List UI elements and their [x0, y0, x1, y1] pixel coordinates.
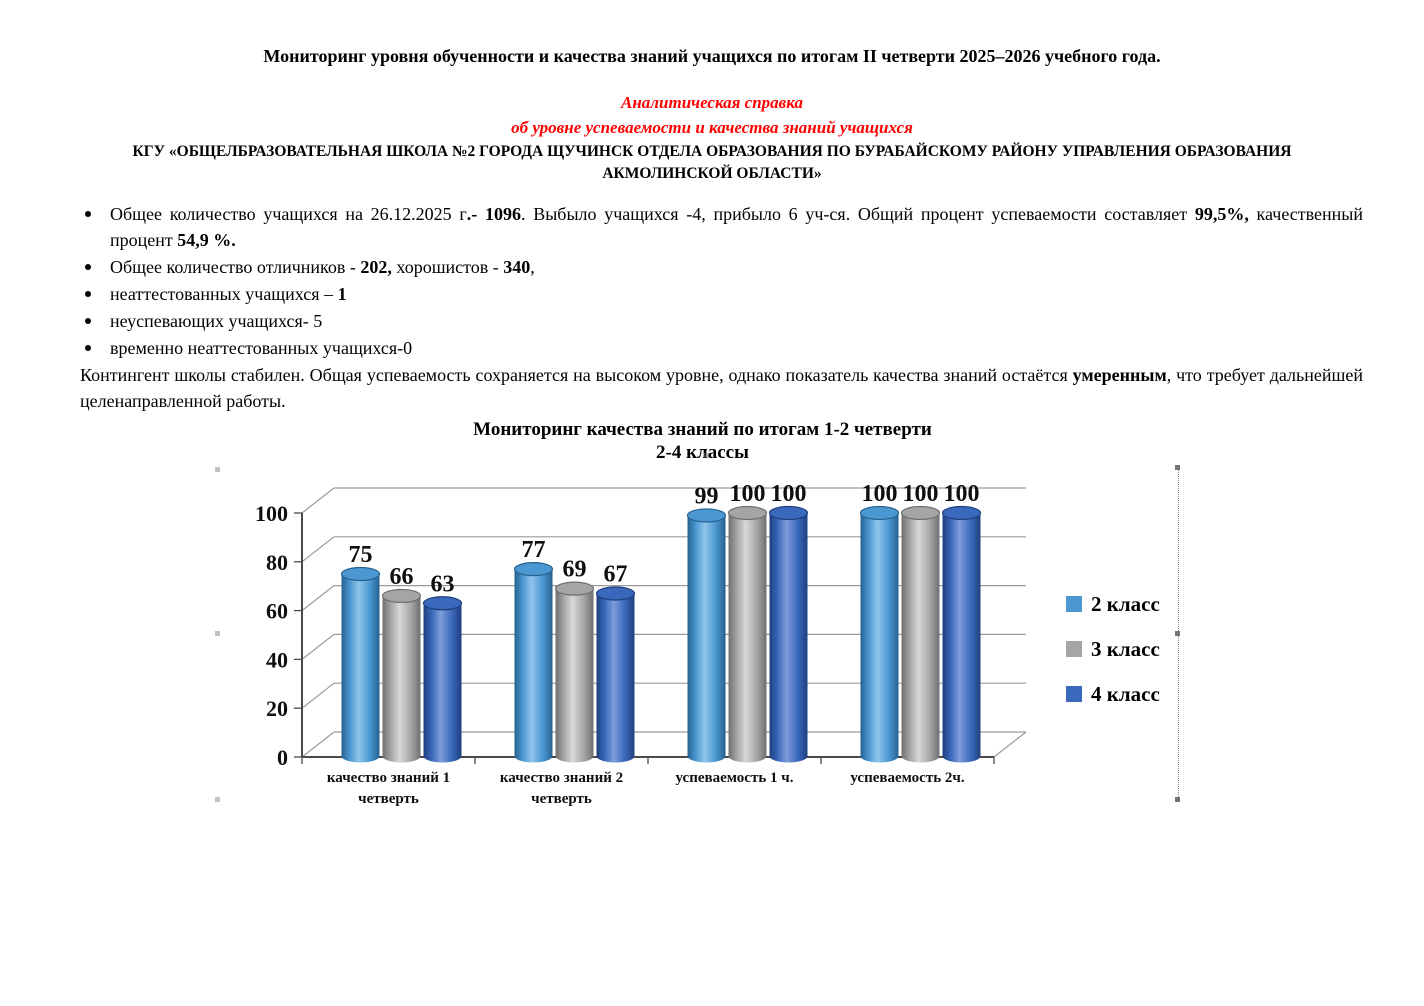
subtitle-block — [0, 90, 1424, 140]
chart-object[interactable] — [210, 455, 1195, 815]
chart-subtitle: 2-4 классы — [656, 442, 749, 463]
svg-text:успеваемость 1 ч.: успеваемость 1 ч. — [675, 770, 794, 786]
list-item-failing: неуспевающих учащихся- 5 — [110, 308, 1363, 334]
org-name-line-1: КГУ «ОБЩЕЛБРАЗОВАТЕЛЬНАЯ ШКОЛА №2 ГОРОДА ЩУЧИНСК ОТДЕЛА ОБРАЗОВАНИЯ ПО БУРАБАЙСКОМУ РАЙОНУ УПРАВЛЕНИЯ ОБРАЗОВАНИЯ — [132, 143, 1292, 160]
svg-text:100: 100 — [770, 481, 807, 507]
svg-text:0: 0 — [277, 745, 288, 770]
list-item-excellent-students: Общее количество отличников - 202, хорошистов - 340, — [110, 254, 1363, 280]
svg-text:100: 100 — [255, 501, 288, 526]
svg-text:75: 75 — [348, 542, 373, 568]
org-name-line-2: АКМОЛИНСКОЙ ОБЛАСТИ» — [602, 165, 822, 182]
svg-text:67: 67 — [603, 561, 628, 588]
chart-title: Мониторинг качества знаний по итогам 1-2 четверти — [473, 419, 932, 440]
org-name — [0, 141, 1424, 185]
svg-text:63: 63 — [430, 571, 455, 598]
svg-text:качество знаний 1четверть: качество знаний 1 четверть — [326, 770, 451, 807]
chart-legend — [1066, 590, 1160, 725]
list-item-temporarily-unattested: временно неаттестованных учащихся-0 — [110, 335, 1363, 361]
legend-swatch — [1066, 596, 1082, 612]
summary-list — [80, 201, 1363, 361]
legend-label: 2 класс — [1091, 591, 1160, 616]
legend-swatch — [1066, 686, 1082, 702]
page-title: Мониторинг уровня обученности и качества знаний учащихся по итогам II четверти 2025–2026 учебного года. — [263, 46, 1161, 66]
legend-item — [1066, 590, 1160, 618]
svg-text:100: 100 — [861, 481, 898, 507]
selection-handle[interactable] — [215, 467, 220, 472]
svg-text:80: 80 — [266, 549, 288, 575]
bar-chart — [210, 455, 1195, 815]
legend-item — [1066, 635, 1160, 663]
svg-text:69: 69 — [562, 556, 587, 583]
summary-section — [80, 201, 1363, 414]
svg-text:66: 66 — [389, 563, 414, 590]
svg-text:100: 100 — [943, 481, 980, 507]
subtitle-about: об уровне успеваемости и качества знаний учащихся — [511, 118, 913, 137]
list-item-unattested: неаттестованных учащихся – 1 — [110, 281, 1363, 307]
legend-item — [1066, 680, 1160, 708]
svg-text:100: 100 — [729, 481, 766, 507]
svg-text:40: 40 — [266, 647, 288, 673]
selection-handle[interactable] — [704, 453, 709, 458]
legend-label: 3 класс — [1091, 636, 1160, 661]
selection-handle[interactable] — [1175, 797, 1180, 802]
selection-handle[interactable] — [215, 797, 220, 802]
subtitle-analytical: Аналитическая справка — [621, 93, 803, 112]
svg-text:77: 77 — [521, 537, 546, 564]
legend-label: 4 класс — [1091, 681, 1160, 706]
svg-text:99: 99 — [694, 483, 719, 510]
svg-text:100: 100 — [902, 481, 939, 507]
closing-paragraph: Контингент школы стабилен. Общая успеваемость сохраняется на высоком уровне, однако показатель качества знаний остаётся умеренным, что требует дальнейшей целенаправленной работы. — [80, 365, 1363, 411]
svg-text:качество знаний 2четверть: качество знаний 2 четверть — [499, 770, 624, 807]
selection-handle[interactable] — [1175, 631, 1180, 636]
svg-text:20: 20 — [266, 696, 288, 722]
selection-handle[interactable] — [215, 631, 220, 636]
list-item-total-students: Общее количество учащихся на 26.12.2025 г.- 1096. Выбыло учащихся -4, прибыло 6 уч-ся. Общий процент успеваемости составляет 99,5%, качественный процент 54,9 %. — [110, 201, 1363, 253]
svg-text:60: 60 — [266, 598, 288, 624]
svg-text:успеваемость 2ч.: успеваемость 2ч. — [850, 770, 965, 786]
selection-handle[interactable] — [1175, 465, 1180, 470]
legend-swatch — [1066, 641, 1082, 657]
